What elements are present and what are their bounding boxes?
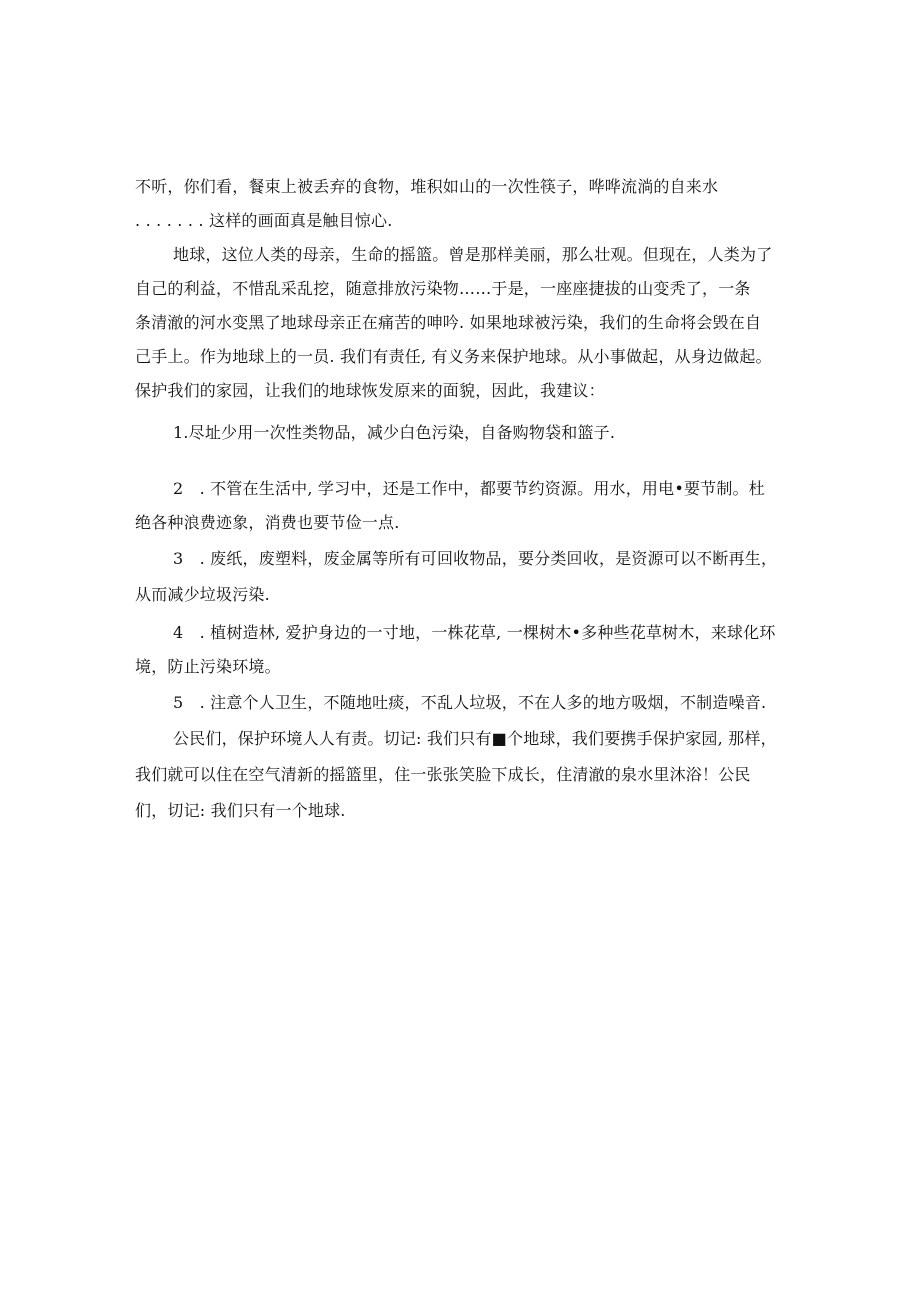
text-line-2: . . . . . . . 这样的画面真是触目惊心. (135, 211, 393, 230)
list-item-3-line-1: 3 . 废纸，废塑料，废金属等所有可回收物品，要分类回收，是资源可以不断再生， (173, 549, 778, 568)
text-line-5: 条清澈的河水变黑了地球母亲正在痛苦的呻吟. 如果地球被污染，我们的生命将会毁在自 (135, 313, 762, 332)
list-item-4-line-2: 境，防止污染环境。 (135, 657, 281, 676)
text-line-1: 不听，你们看，餐束上被丢弃的食物，堆积如山的一次性筷子，哗哗流淌的自来水 (135, 177, 719, 196)
closing-line-2: 我们就可以住在空气清新的摇篮里，住一张张笑脸下成长，住清澈的泉水里沐浴！公民 (135, 765, 751, 784)
text-line-7: 保护我们的家园，让我们的地球恢发原来的面貌，因此，我建议： (135, 381, 605, 400)
list-item-3-line-2: 从而减少垃圾污染. (135, 585, 270, 604)
list-item-2-line-1: 2 . 不管在生活中, 学习中，还是工作中，都要节约资源。用水，用电•要节制。杜 (173, 479, 765, 498)
closing-line-3: 们，切记: 我们只有一个地球. (135, 801, 346, 820)
list-item-4-line-1: 4 . 植树造林, 爱护身边的一寸地，一株花草, 一棵树木•多种些花草树木，来球化环 (173, 623, 776, 642)
text-line-4: 自己的利益，不惜乱采乱挖，随意排放污染物……于是，一座座捷拔的山变秃了，一条 (135, 279, 751, 298)
list-item-1: 1.尽址少用一次性类物品，减少白色污染，自备购物袋和篮子. (173, 423, 616, 442)
list-item-2-line-2: 绝各种浪费迹象，消费也要节俭一点. (135, 513, 400, 532)
text-line-3: 地球，这位人类的母亲，生命的摇篮。曾是那样美丽，那么壮观。但现在，人类为了 (173, 245, 773, 264)
text-line-6: 己手上。作为地球上的一员. 我们有责任, 有义务来保护地球。从小事做起，从身边做起。 (135, 347, 772, 366)
closing-line-1: 公民们，保护环境人人有责。切记: 我们只有■个地球，我们要携手保护家园, 那样， (173, 729, 777, 748)
list-item-5: 5 . 注意个人卫生，不随地吐痰，不乱人垃圾，不在人多的地方吸烟，不制造噪音. (173, 693, 767, 712)
